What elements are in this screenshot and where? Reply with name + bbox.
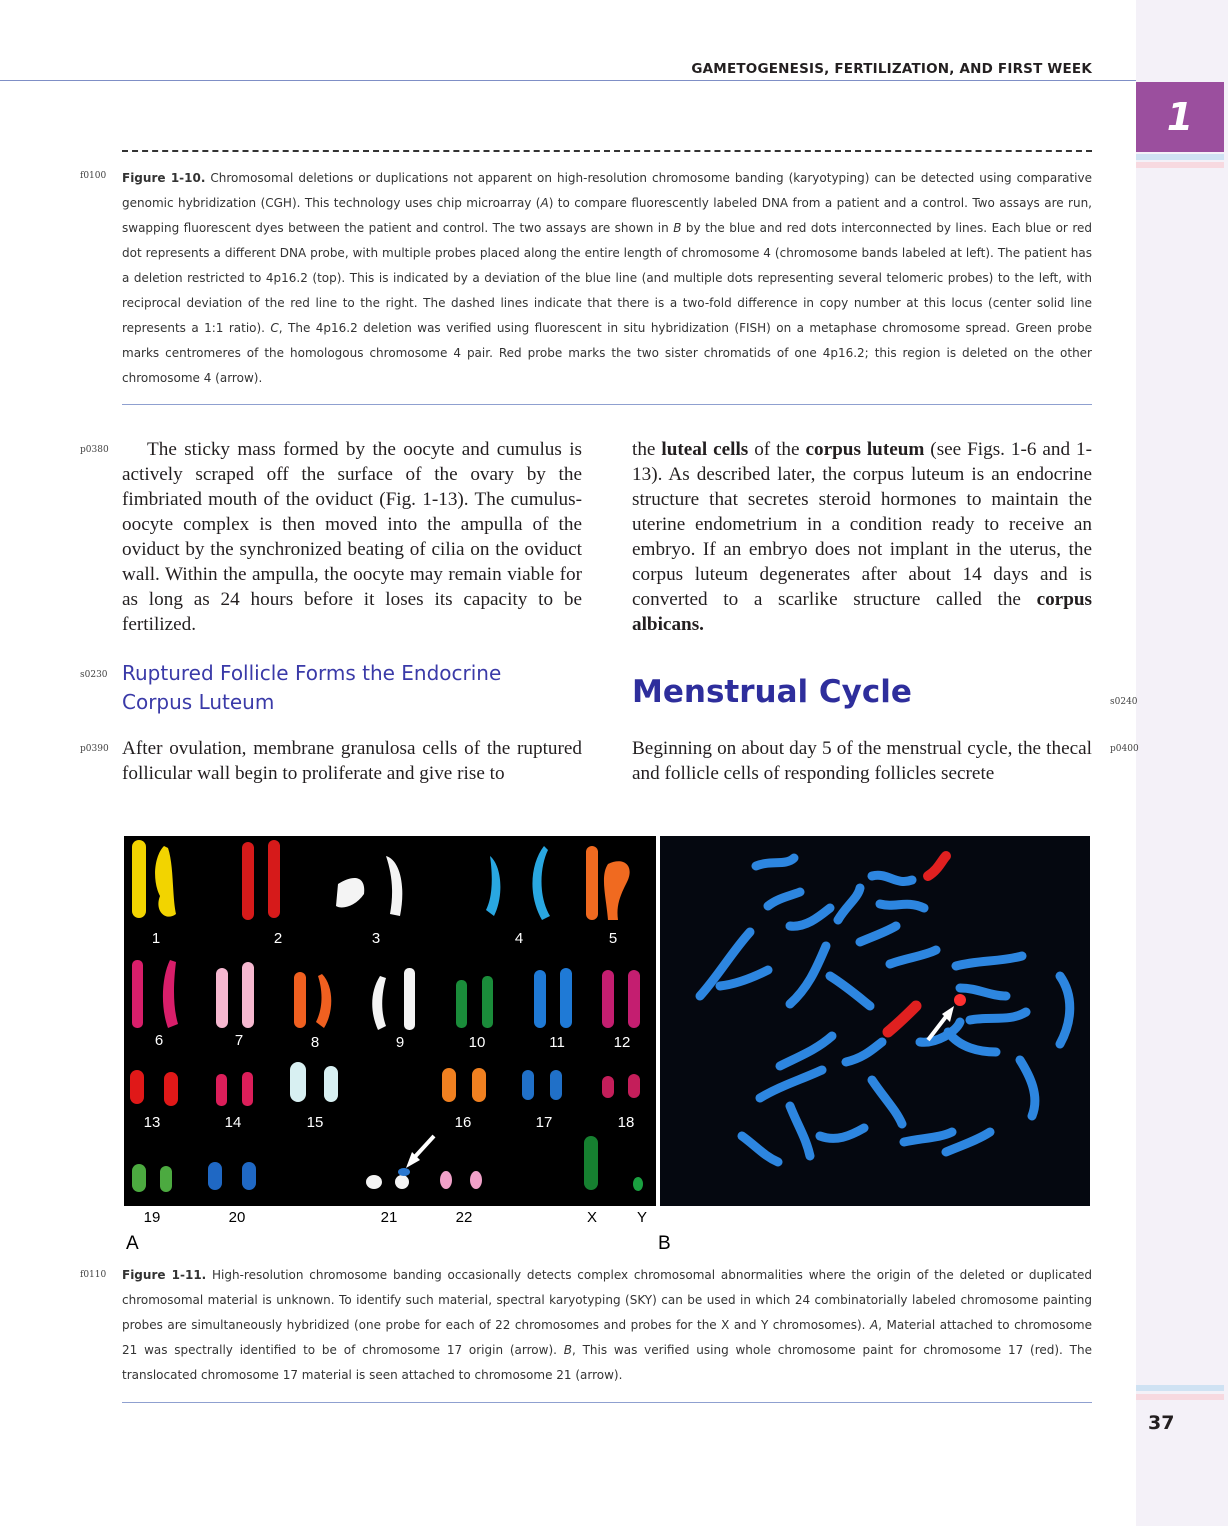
chromosome-label: 16 (454, 1114, 472, 1131)
section-heading: Menstrual Cycle (632, 674, 912, 710)
chromosome-pair-7 (216, 962, 254, 1028)
paragraph-p0380 (122, 437, 582, 637)
caption-text: ) to compare fluorescently labeled DNA from a patient and a control. Two assays are run, swapping fluorescent dyes between the patient and control. The two assays are shown in (122, 196, 1092, 235)
paragraph-text: Beginning on about day 5 of the menstrual cycle, the thecal and follicle cells of responding follicles secrete (632, 738, 1092, 784)
caption-text: High-resolution chromosome banding occasionally detects complex chromosomal abnormalities where the origin of the deleted or duplicated chromosomal material is unknown. To identify such material, spectral karyotyping (SKY) can be used in which 24 combinatorially labeled chromosome painting probes are simultaneously hybridized (one probe for each of 22 chromosomes and probes for the X and Y chromosomes). (122, 1268, 1093, 1332)
chromosome-label: 2 (273, 930, 283, 947)
page-number: 37 (1148, 1412, 1175, 1434)
subheading-line: Ruptured Follicle Forms the Endocrine (122, 661, 502, 685)
bold-term: corpus luteum (805, 439, 925, 460)
arrow-icon (406, 1136, 434, 1168)
margin-ref: p0390 (80, 744, 109, 754)
chromosome-pair-11 (534, 968, 572, 1028)
chromosome-pair-21 (366, 1168, 410, 1189)
caption-italic: B (673, 221, 682, 235)
caption-italic: B (563, 1343, 572, 1357)
chromosome-label: X (586, 1209, 598, 1226)
blue-chromosomes (700, 858, 1070, 1162)
caption-rule (122, 1402, 1092, 1403)
panel-label-b: B (658, 1233, 671, 1254)
chromosome-label: 8 (310, 1034, 320, 1051)
figure-top-rule (122, 150, 1092, 152)
chromosome-pair-9 (372, 968, 415, 1030)
bold-term: luteal cells (661, 439, 749, 460)
caption-text: by the blue and red dots interconnected by lines. Each blue or red dot represents a different DNA probe, with multiple probes placed along the entire length of chromosome 4 (chromosome bands labeled at left). The patient has a deletion restricted to 4p16.2 (top). This is indicated by a deviation of the blue line (and multiple dots representing several telomeric probes) to the left, with reciprocal deviation of the red line to the right. The dashed lines indicate that there is a two-fold difference in copy number at this locus (center solid line represents a 1:1 ratio). (122, 221, 1092, 335)
chromosome-label: 10 (468, 1034, 486, 1051)
chromosome-label: 1 (151, 930, 161, 947)
caption-text: , This was verified using whole chromosome paint for chromosome 17 (red). The translocated chromosome 17 material is seen attached to chromosome 21 (arrow). (122, 1343, 1092, 1382)
chromosome-pair-5 (586, 846, 630, 920)
chromosome-pair-19 (132, 1164, 172, 1192)
chromosome-label: 18 (617, 1114, 635, 1131)
chromosome-x (584, 1136, 598, 1190)
page-sidebar (1136, 0, 1228, 1526)
margin-ref: f0100 (80, 171, 107, 181)
chromosome-label: 17 (535, 1114, 553, 1131)
chromosome-pair-13 (130, 1070, 178, 1106)
chromosome-label: 4 (514, 930, 524, 947)
chromosome-pair-22 (440, 1171, 482, 1189)
paragraph-text: After ovulation, membrane granulosa cells of the ruptured follicular wall begin to proliferate and give rise to (122, 738, 582, 784)
fish-metaphase-panel (660, 836, 1090, 1206)
figure-1-11-caption (122, 1263, 1092, 1388)
chromosome-pair-1 (132, 840, 176, 918)
chromosome-pair-3 (336, 856, 402, 916)
margin-ref: s0240 (1110, 697, 1138, 707)
chromosome-y (633, 1177, 643, 1191)
text-run: (see Figs. 1-6 and 1-13). As described later, the corpus luteum is an endocrine structure that secretes steroid hormones to maintain the uterine endometrium in a condition ready to receive an embryo. If an embryo does not implant in the uterus, the corpus luteum degenerates after about 14 days and is converted to a scarlike structure called the (632, 439, 1092, 610)
chromosome-pair-18 (602, 1074, 640, 1098)
chromosome-pair-6 (132, 960, 178, 1028)
chromosome-pair-4 (486, 846, 550, 920)
chromosome-label: 20 (228, 1209, 246, 1226)
figure-1-11 (124, 836, 1090, 1256)
running-head: GAMETOGENESIS, FERTILIZATION, AND FIRST WEEK (691, 61, 1092, 77)
chromosome-pair-2 (242, 840, 280, 920)
figure-1-10-caption (122, 166, 1092, 391)
chromosome-pair-10 (456, 976, 493, 1028)
chromosome-label: 12 (613, 1034, 631, 1051)
margin-ref: f0110 (80, 1270, 107, 1280)
caption-italic: A (540, 196, 549, 210)
subheading (122, 659, 572, 717)
karyotype-panel (124, 836, 656, 1206)
page-stripe (1136, 1385, 1224, 1391)
caption-italic: A (869, 1318, 879, 1332)
karyotype-chromosomes (124, 836, 656, 1206)
paragraph-text: The sticky mass formed by the oocyte and cumulus is actively scraped off the surface of the ovary by the fimbriated mouth of the oviduct (Fig. 1-13). The cumulus-oocyte complex is then moved into the ampulla of the oviduct by the synchronized beating of cilia on the oviduct wall. Within the ampulla, the oocyte may remain viable for as long as 24 hours before it loses its capacity to be fertilized. (122, 439, 582, 635)
text-run: the (632, 439, 662, 460)
tab-stripe (1136, 154, 1224, 160)
text-run: of the (748, 439, 806, 460)
label-strip (124, 1206, 1090, 1256)
chromosome-label: 11 (549, 1034, 565, 1051)
chromosome-pair-16 (442, 1068, 486, 1102)
caption-text: , The 4p16.2 deletion was verified using fluorescent in situ hybridization (FISH) on a metaphase chromosome spread. Green probe marks centromeres of the homologous chromosome 4 pair. Red probe marks the two sister chromatids of one 4p16.2; this region is deleted on the other chromosome 4 (arrow). (122, 321, 1092, 385)
paragraph-continued (632, 437, 1092, 637)
chromosome-label: 13 (143, 1114, 161, 1131)
subheading-line: Corpus Luteum (122, 690, 275, 714)
margin-ref: p0380 (80, 445, 109, 455)
paragraph-p0400 (632, 736, 1092, 786)
chromosome-pair-14 (216, 1072, 253, 1106)
caption-rule (122, 404, 1092, 405)
chromosome-pair-20 (208, 1162, 256, 1190)
chromosome-label: 9 (395, 1034, 405, 1051)
caption-text: , Material attached to chromosome 21 was spectrally identified to be of chromosome 17 origin (arrow). (122, 1318, 1092, 1357)
caption-text: Chromosomal deletions or duplications not apparent on high-resolution chromosome banding (karyotyping) can be detected using comparative genomic hybridization (CGH). This technology uses chip microarray ( (122, 171, 1093, 210)
margin-ref: s0230 (80, 670, 108, 680)
chromosome-label: 3 (371, 930, 381, 947)
chromosome-label: 5 (608, 930, 618, 947)
chromosome-label: 15 (306, 1114, 324, 1131)
chromosome-label: 21 (380, 1209, 398, 1226)
chromosome-label: 19 (143, 1209, 161, 1226)
page-stripe (1136, 1394, 1224, 1400)
chromosome-pair-8 (294, 972, 331, 1028)
caption-italic: C (270, 321, 279, 335)
metaphase-spread (660, 836, 1090, 1206)
chromosome-label: 7 (234, 1032, 244, 1049)
margin-ref: p0400 (1110, 744, 1139, 754)
figure-label: Figure 1-10. (122, 171, 206, 185)
tab-stripe (1136, 162, 1224, 168)
chapter-tab: 1 (1136, 82, 1224, 152)
chromosome-label: Y (636, 1209, 648, 1226)
header-rule (0, 80, 1136, 81)
chromosome-pair-15 (290, 1062, 338, 1102)
paragraph-p0390 (122, 736, 582, 786)
chromosome-pair-17 (522, 1070, 562, 1100)
chromosome-label: 6 (154, 1032, 164, 1049)
chromosome-label: 14 (224, 1114, 242, 1131)
figure-label: Figure 1-11. (122, 1268, 207, 1282)
bold-term: corpus albicans. (632, 589, 1092, 635)
chromosome-pair-12 (602, 970, 640, 1028)
panel-label-a: A (126, 1233, 139, 1254)
chromosome-label: 22 (455, 1209, 473, 1226)
